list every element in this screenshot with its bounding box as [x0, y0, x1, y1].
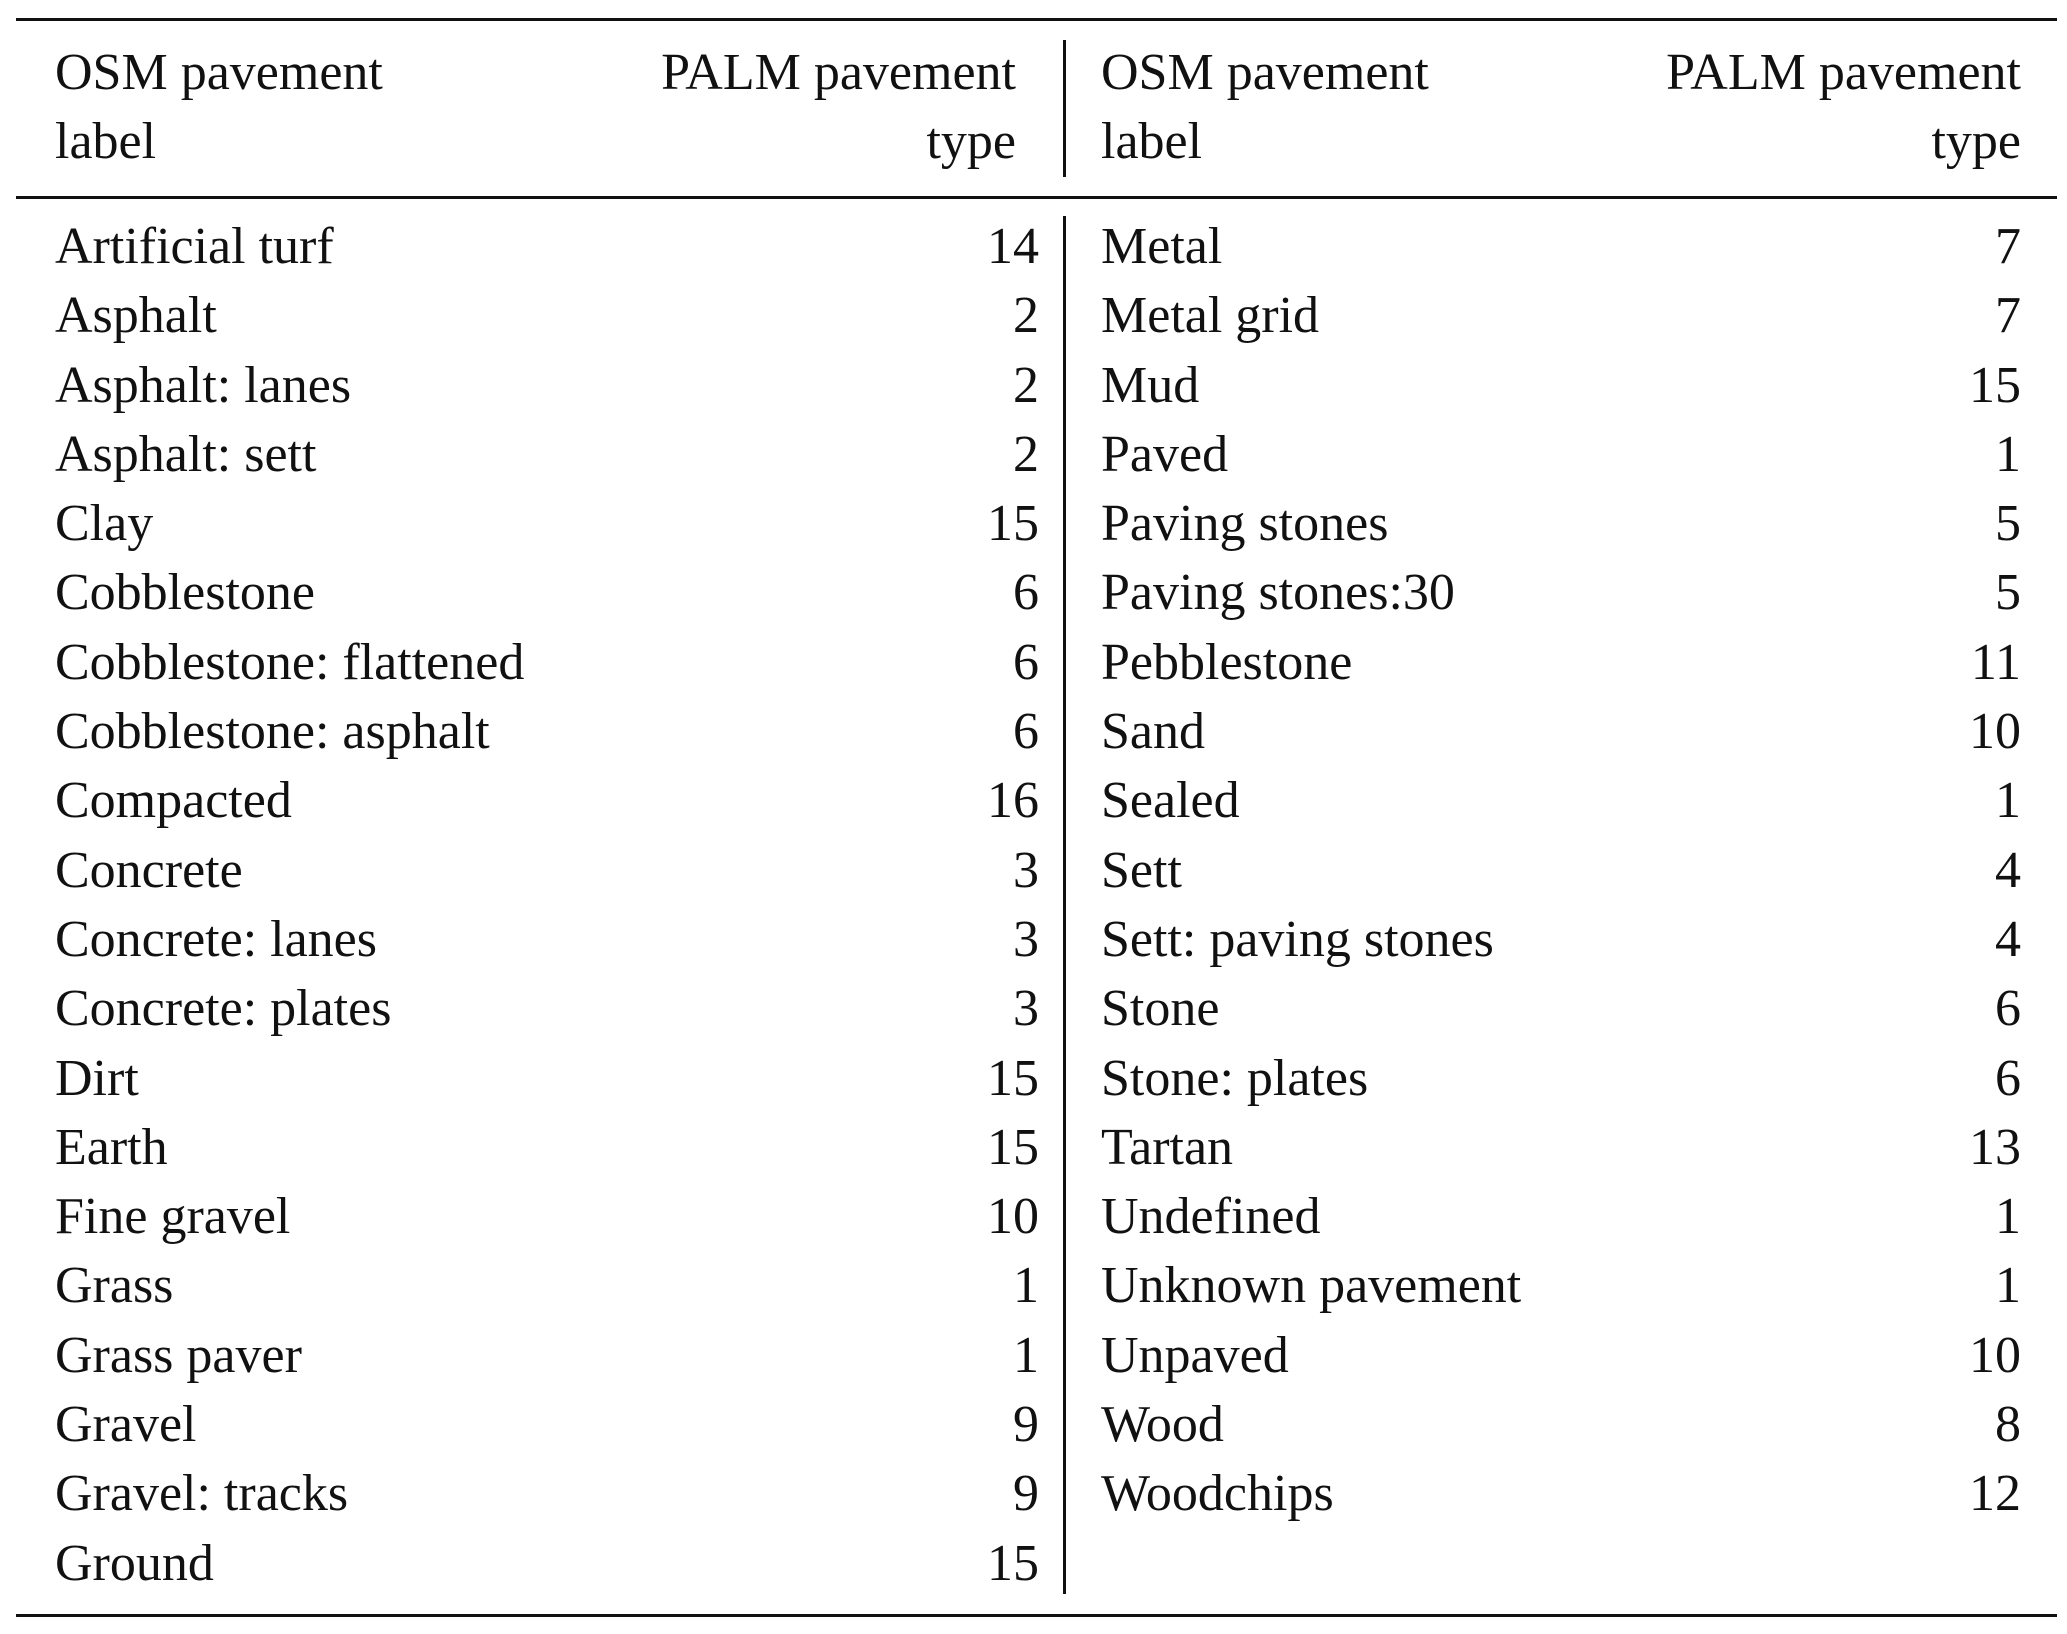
- palm-type-cell: 3: [1013, 910, 1039, 968]
- palm-type-cell: 10: [987, 1188, 1039, 1246]
- palm-type-cell: 15: [987, 1118, 1039, 1176]
- palm-type-cell: 8: [1995, 1396, 2021, 1454]
- table-row: [55, 1044, 1039, 1113]
- header-osm-label-right: [1101, 38, 1429, 176]
- table-row: [1101, 1182, 2021, 1251]
- header-osm-label-line2: label: [55, 113, 157, 170]
- column-divider-body: [1063, 216, 1066, 1594]
- table-row: [55, 1390, 1039, 1459]
- table-row: [55, 281, 1039, 350]
- osm-label-cell: Unknown pavement: [1101, 1257, 1522, 1315]
- osm-label-cell: Cobblestone: asphalt: [55, 703, 490, 761]
- osm-label-cell: Grass: [55, 1257, 174, 1315]
- palm-type-cell: 1: [1013, 1326, 1039, 1384]
- table-row: [1101, 628, 2021, 697]
- palm-type-cell: 6: [1013, 564, 1039, 622]
- osm-label-cell: Unpaved: [1101, 1326, 1289, 1384]
- osm-label-cell: Mud: [1101, 356, 1200, 414]
- osm-label-cell: Cobblestone: flattened: [55, 633, 525, 691]
- header-osm-label-line1: OSM pavement: [55, 44, 383, 101]
- table-row: [1101, 489, 2021, 558]
- palm-type-cell: 14: [987, 218, 1039, 275]
- header-rule: [16, 196, 2057, 199]
- palm-type-cell: 1: [1013, 1257, 1039, 1315]
- table-row: [1101, 1113, 2021, 1182]
- table-row: [1101, 420, 2021, 489]
- osm-label-cell: Concrete: lanes: [55, 910, 377, 968]
- table-row: [55, 1459, 1039, 1528]
- header-osm-label-left: [55, 38, 383, 176]
- table-row: [55, 836, 1039, 905]
- palm-type-cell: 16: [987, 772, 1039, 830]
- table-row: [55, 351, 1039, 420]
- osm-label-cell: Gravel: [55, 1396, 197, 1454]
- top-rule: [16, 18, 2057, 21]
- palm-type-cell: 2: [1013, 425, 1039, 483]
- osm-label-cell: Grass paver: [55, 1326, 302, 1384]
- table-row: [55, 905, 1039, 974]
- table-row: [1101, 1044, 2021, 1113]
- right-column-group: [1101, 212, 2021, 1529]
- table-row: [55, 420, 1039, 489]
- bottom-rule: [16, 1614, 2057, 1617]
- osm-label-cell: Asphalt: [55, 287, 217, 345]
- palm-type-cell: 1: [1995, 772, 2021, 830]
- palm-type-cell: 2: [1013, 356, 1039, 414]
- palm-type-cell: 7: [1995, 218, 2021, 275]
- osm-label-cell: Stone: plates: [1101, 1049, 1369, 1107]
- osm-label-cell: Tartan: [1101, 1118, 1234, 1176]
- osm-label-cell: Asphalt: sett: [55, 425, 317, 483]
- osm-label-cell: Metal grid: [1101, 287, 1320, 345]
- table-row: [55, 1251, 1039, 1320]
- osm-label-cell: Dirt: [55, 1049, 139, 1107]
- palm-type-cell: 9: [1013, 1396, 1039, 1454]
- table-row: [1101, 697, 2021, 766]
- palm-type-cell: 9: [1013, 1465, 1039, 1523]
- palm-type-cell: 12: [1969, 1465, 2021, 1523]
- osm-label-cell: Sett: [1101, 841, 1182, 899]
- palm-type-cell: 10: [1969, 703, 2021, 761]
- palm-type-cell: 13: [1969, 1118, 2021, 1176]
- palm-type-cell: 2: [1013, 287, 1039, 345]
- table-row: [55, 697, 1039, 766]
- header-palm-type-line1: PALM pavement: [1666, 44, 2021, 101]
- osm-label-cell: Concrete: plates: [55, 980, 392, 1038]
- osm-label-cell: Sealed: [1101, 772, 1240, 830]
- table-row: [55, 974, 1039, 1043]
- osm-label-cell: Gravel: tracks: [55, 1465, 349, 1523]
- pavement-mapping-table: [16, 18, 2057, 1618]
- palm-type-cell: 3: [1013, 980, 1039, 1038]
- palm-type-cell: 6: [1995, 980, 2021, 1038]
- palm-type-cell: 1: [1995, 1257, 2021, 1315]
- table-row: [1101, 558, 2021, 627]
- header-osm-label-line2: label: [1101, 113, 1203, 170]
- table-row: [55, 558, 1039, 627]
- table-row: [55, 489, 1039, 558]
- osm-label-cell: Concrete: [55, 841, 243, 899]
- palm-type-cell: 4: [1995, 910, 2021, 968]
- table-row: [55, 212, 1039, 281]
- osm-label-cell: Earth: [55, 1118, 168, 1176]
- palm-type-cell: 15: [1969, 356, 2021, 414]
- palm-type-cell: 15: [987, 1534, 1039, 1592]
- osm-label-cell: Undefined: [1101, 1188, 1321, 1246]
- table-row: [1101, 351, 2021, 420]
- table-row: [55, 1182, 1039, 1251]
- palm-type-cell: 10: [1969, 1326, 2021, 1384]
- column-divider-header: [1063, 40, 1066, 177]
- palm-type-cell: 5: [1995, 564, 2021, 622]
- palm-type-cell: 3: [1013, 841, 1039, 899]
- table-row: [1101, 974, 2021, 1043]
- table-row: [55, 1113, 1039, 1182]
- osm-label-cell: Sett: paving stones: [1101, 910, 1494, 968]
- palm-type-cell: 6: [1995, 1049, 2021, 1107]
- table-row: [1101, 1251, 2021, 1320]
- osm-label-cell: Metal: [1101, 218, 1223, 275]
- osm-label-cell: Artificial turf: [55, 218, 334, 275]
- palm-type-cell: 7: [1995, 287, 2021, 345]
- osm-label-cell: Ground: [55, 1534, 214, 1592]
- palm-type-cell: 1: [1995, 1188, 2021, 1246]
- table-row: [55, 1321, 1039, 1390]
- header-palm-type-right: [1666, 38, 2021, 176]
- table-row: [1101, 905, 2021, 974]
- palm-type-cell: 1: [1995, 425, 2021, 483]
- header-palm-type-line2: type: [926, 113, 1016, 170]
- osm-label-cell: Fine gravel: [55, 1188, 291, 1246]
- palm-type-cell: 5: [1995, 495, 2021, 553]
- palm-type-cell: 15: [987, 495, 1039, 553]
- left-column-group: [55, 212, 1039, 1598]
- header-palm-type-line1: PALM pavement: [661, 44, 1016, 101]
- table-row: [1101, 836, 2021, 905]
- osm-label-cell: Paved: [1101, 425, 1229, 483]
- palm-type-cell: 4: [1995, 841, 2021, 899]
- osm-label-cell: Cobblestone: [55, 564, 315, 622]
- table-row: [55, 628, 1039, 697]
- osm-label-cell: Pebblestone: [1101, 633, 1353, 691]
- osm-label-cell: Asphalt: lanes: [55, 356, 352, 414]
- table-row: [1101, 1459, 2021, 1528]
- table-row: [55, 766, 1039, 835]
- osm-label-cell: Compacted: [55, 772, 292, 830]
- table-row: [1101, 212, 2021, 281]
- table-row: [1101, 1321, 2021, 1390]
- osm-label-cell: Sand: [1101, 703, 1205, 761]
- osm-label-cell: Woodchips: [1101, 1465, 1334, 1523]
- table-row: [1101, 766, 2021, 835]
- header-palm-type-left: [661, 38, 1016, 176]
- table-row: [1101, 1390, 2021, 1459]
- osm-label-cell: Clay: [55, 495, 154, 553]
- table-row: [1101, 281, 2021, 350]
- table-row: [55, 1529, 1039, 1598]
- palm-type-cell: 6: [1013, 703, 1039, 761]
- osm-label-cell: Stone: [1101, 980, 1220, 1038]
- palm-type-cell: 6: [1013, 633, 1039, 691]
- header-osm-label-line1: OSM pavement: [1101, 44, 1429, 101]
- palm-type-cell: 15: [987, 1049, 1039, 1107]
- osm-label-cell: Wood: [1101, 1396, 1224, 1454]
- header-palm-type-line2: type: [1931, 113, 2021, 170]
- palm-type-cell: 11: [1970, 633, 2021, 691]
- osm-label-cell: Paving stones: [1101, 495, 1389, 553]
- osm-label-cell: Paving stones:30: [1101, 564, 1455, 622]
